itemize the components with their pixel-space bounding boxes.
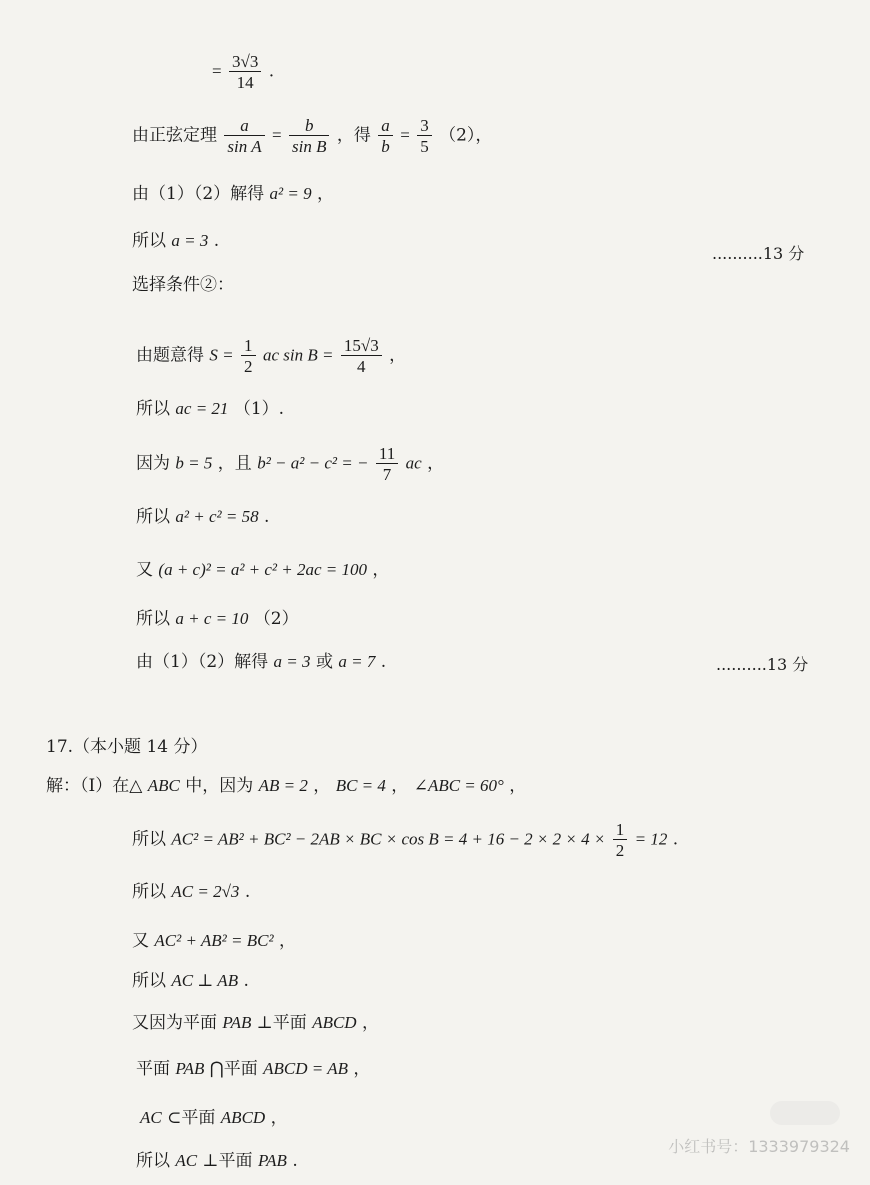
watermark: 小红书号：1333979324 [668, 1137, 850, 1156]
result-line: 所以 a² + c² = 58 . [136, 507, 270, 527]
solve-line: 由（1）（2）解得 a = 3 或 a = 7 . [136, 652, 387, 672]
fraction: $\frac{a}{b}$ [378, 116, 393, 156]
fraction: $\frac{11}{7}$ [376, 444, 398, 484]
result-line: 所以 ac = 21 （1）. [136, 399, 285, 419]
result-line: 所以 AC ⊥ AB . [132, 971, 249, 991]
score-mark: ..........13 分 [712, 244, 805, 263]
plane-line: 又因为平面 PAB ⊥平面 ABCD ， [132, 1013, 379, 1033]
fraction: $\frac{3}{5}$ [417, 116, 432, 156]
pythagoras-line: 又 AC² + AB² = BC² ， [132, 931, 296, 951]
result-line: 所以 a = 3 . [132, 231, 220, 251]
formula-line: = $\frac{3√3}{14}$ . [212, 52, 275, 92]
problem-header: 17.（本小题 14 分） [46, 737, 208, 757]
square-line: 又 (a + c)² = a² + c² + 2ac = 100 ， [136, 560, 390, 580]
fraction: $\frac{1}{2}$ [241, 336, 256, 376]
condition-heading: 选择条件②： [132, 275, 234, 295]
equals-sign: = [212, 61, 222, 81]
solution-intro: 解：（Ⅰ）在△ ABC 中，因为 AB = 2 ， BC = 4 ， ∠ABC = 60° ， [46, 776, 527, 796]
result-line: 所以 AC = 2√3 . [132, 882, 251, 902]
cosine-line: 所以 AC² = AB² + BC² − 2AB × BC × cos B = 4 + 16 − 2 × 2 × 4 × $\frac{1}{2}$ = 12 . [132, 820, 679, 860]
sine-rule-line: 由正弦定理 $\frac{a}{\text{sin A}}$ = $\frac{b}{\text{sin B}}$ ，得 $\frac{a}{b}$ = $\frac{3}{5}$ （2）， [132, 116, 493, 156]
watermark-logo [770, 1101, 840, 1125]
result-line: 所以 a + c = 10 （2） [136, 609, 299, 629]
cosine-line: 因为 b = 5 ，且 b² − a² − c² = − $\frac{11}{7}$ ac ， [136, 444, 445, 484]
area-line: 由题意得 S = $\frac{1}{2}$ ac sin B = $\frac{15√3}{4}$ ， [136, 336, 407, 376]
fraction: $\frac{15√3}{4}$ [341, 336, 382, 376]
score-mark: ..........13 分 [716, 655, 809, 674]
fraction: $\frac{3√3}{14}$ [229, 52, 261, 92]
fraction: $\frac{b}{\text{sin B}}$ [289, 116, 329, 156]
fraction: $\frac{a}{\text{sin A}}$ [224, 116, 264, 156]
solve-line: 由（1）（2）解得 a² = 9 ， [132, 184, 335, 204]
plane-line: 平面 PAB ⋂平面 ABCD = AB ， [136, 1059, 371, 1079]
fraction: $\frac{1}{2}$ [613, 820, 628, 860]
plane-line: AC ⊂平面 ABCD ， [140, 1108, 288, 1128]
result-line: 所以 AC ⊥平面 PAB . [136, 1151, 298, 1171]
